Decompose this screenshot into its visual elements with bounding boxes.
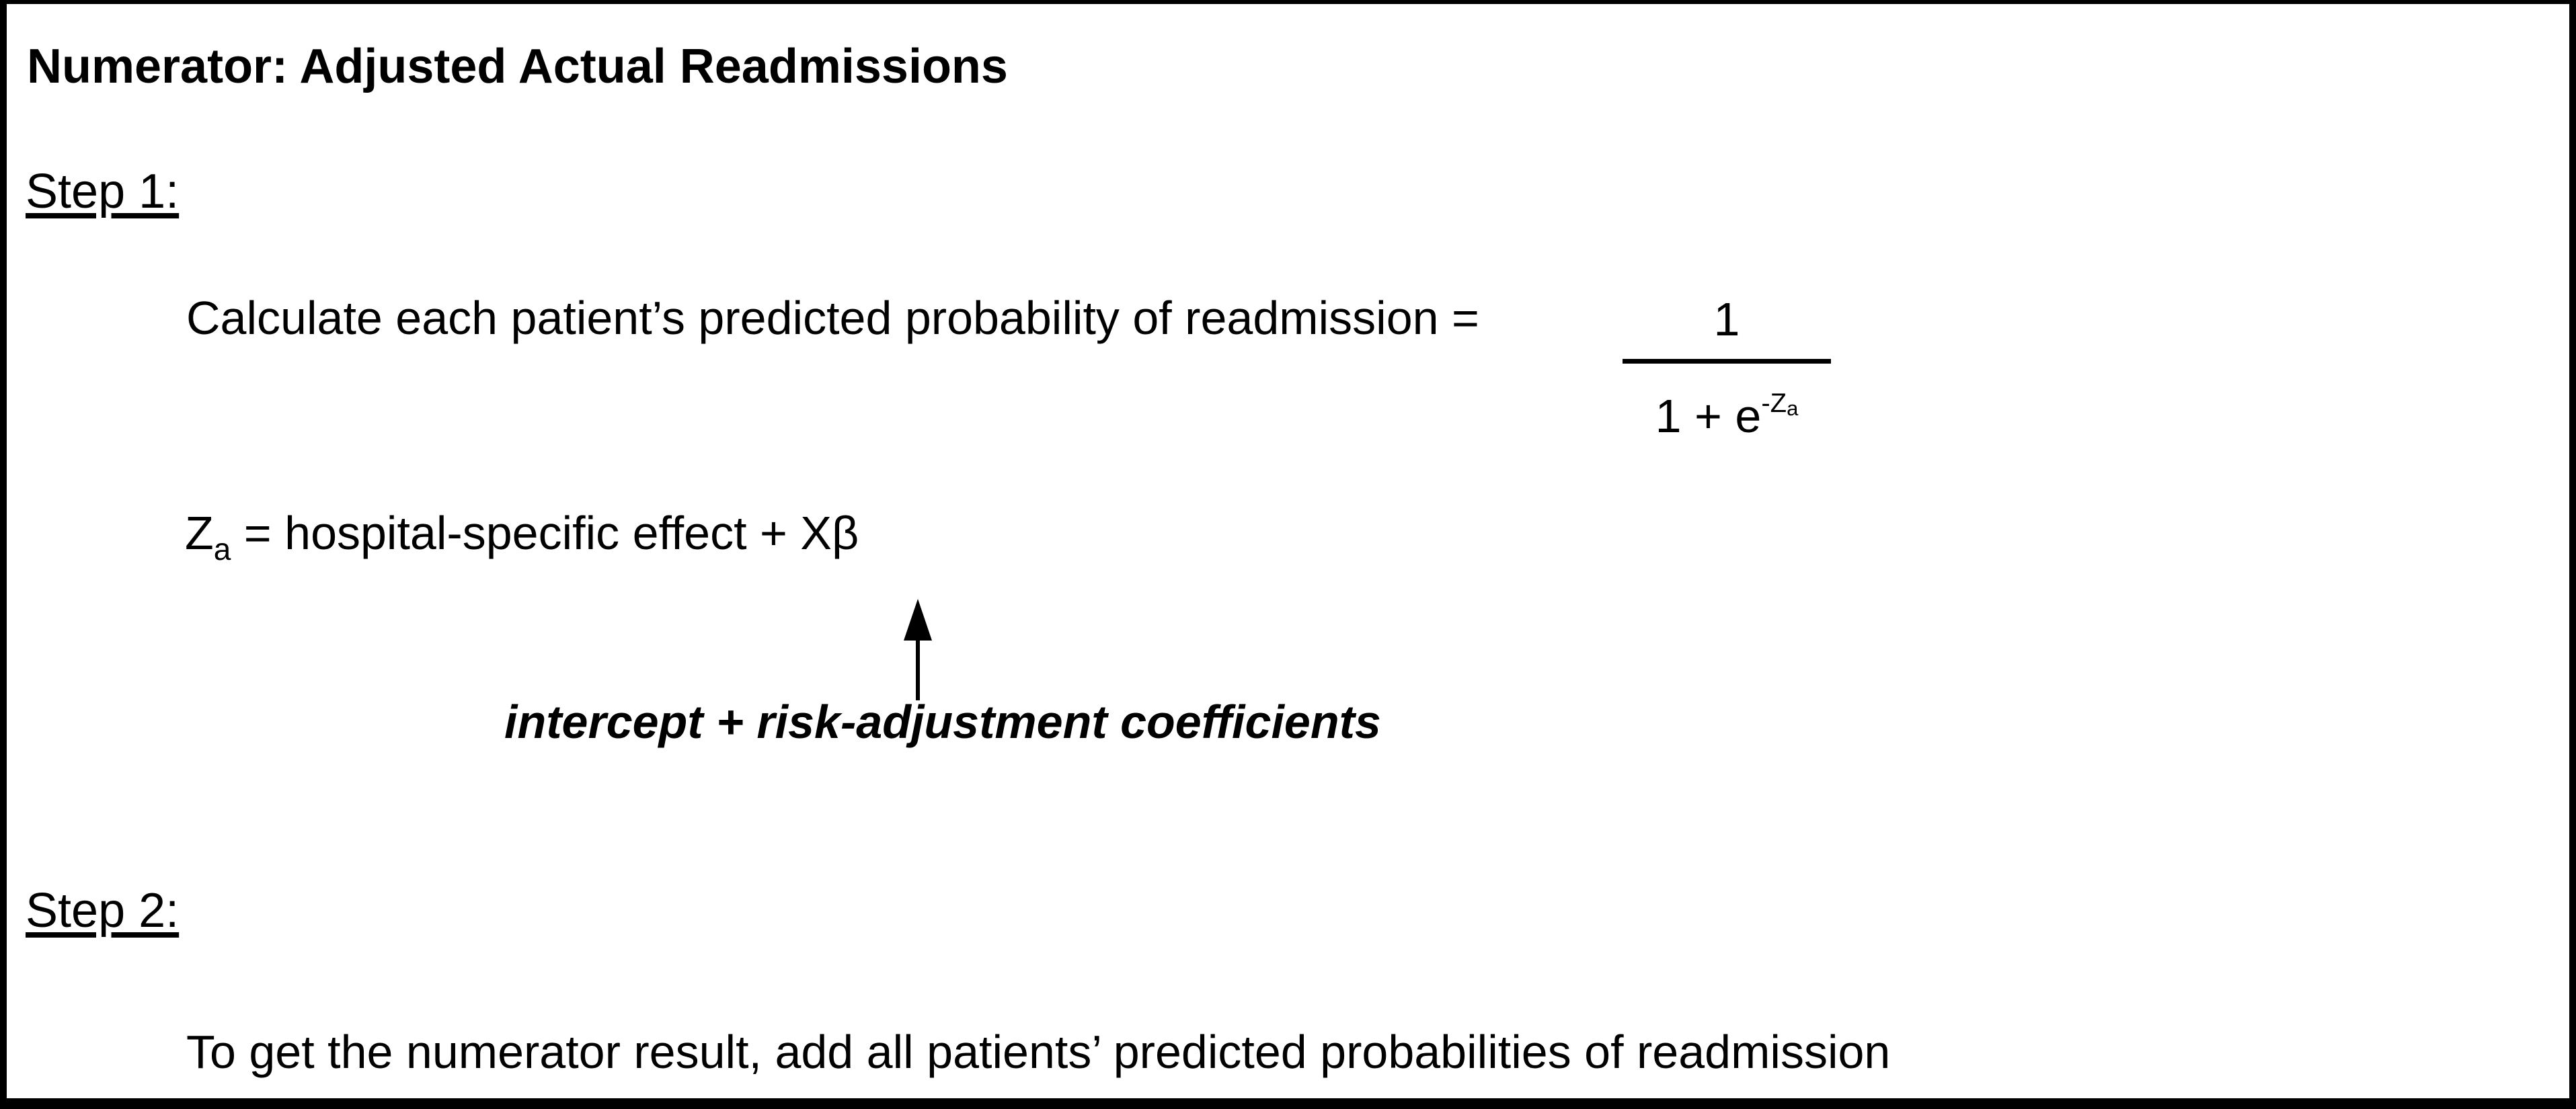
denominator-base: 1 + e	[1655, 390, 1762, 442]
step1-calc-text: Calculate each patient’s predicted probability of readmission =	[186, 292, 1479, 344]
exponent-subscript: a	[1787, 397, 1799, 420]
exponent-minus-var: -Z	[1761, 388, 1787, 418]
logistic-fraction	[1623, 293, 1831, 442]
step2-heading: Step 2:	[26, 884, 180, 938]
fraction-bar	[1623, 359, 1831, 364]
up-arrow-stem	[916, 639, 920, 700]
step1-heading: Step 1:	[26, 165, 180, 218]
intercept-annotation: intercept + risk-adjustment coefficients	[504, 696, 1381, 748]
fraction-denominator	[1655, 380, 1799, 440]
fraction-numerator: 1	[1713, 293, 1740, 345]
denominator-exponent	[1761, 388, 1798, 418]
step2-text: To get the numerator result, add all patients’ predicted probabilities of readmission	[186, 1026, 1891, 1078]
za-variable: Z	[185, 507, 214, 559]
za-variable-subscript: a	[213, 532, 231, 567]
za-equation-rest: = hospital-specific effect + Xβ	[231, 507, 859, 559]
up-arrow-icon	[904, 599, 932, 641]
figure-title: Numerator: Adjusted Actual Readmissions	[27, 40, 1008, 93]
za-equation	[185, 507, 859, 567]
